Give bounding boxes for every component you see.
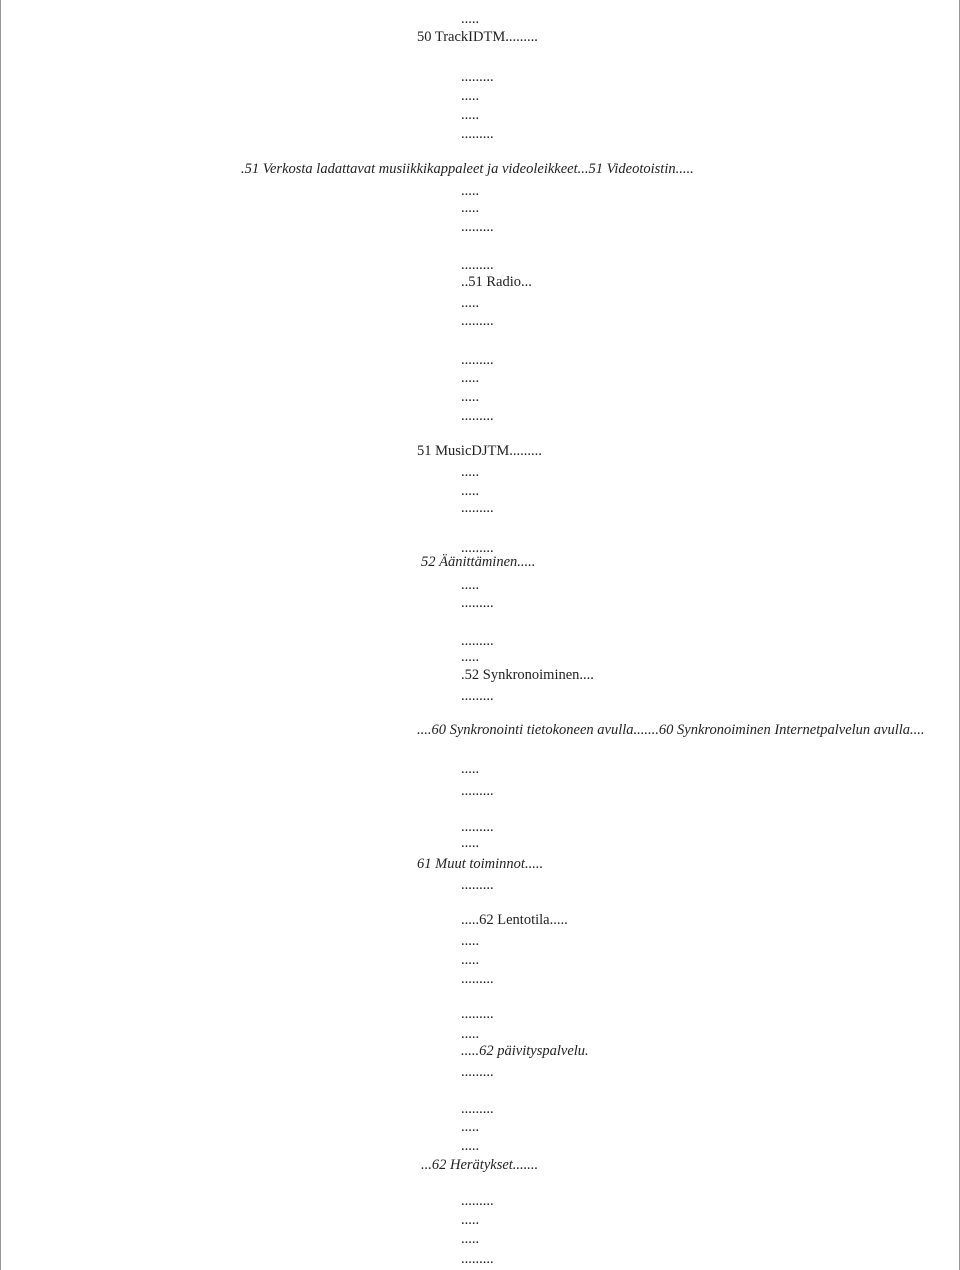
dot-leader: .....	[461, 649, 480, 665]
dot-leader: .....	[461, 1231, 480, 1247]
dot-leader: .....	[461, 761, 480, 777]
dot-leader: .....	[461, 1119, 480, 1135]
toc-entry: .....62 päivityspalvelu.	[461, 1043, 589, 1059]
dot-leader: .........	[461, 783, 494, 799]
dot-leader: .........	[461, 540, 494, 556]
dot-leader: .........	[461, 257, 494, 273]
dot-leader: .....	[461, 370, 480, 386]
dot-leader: .........	[461, 1193, 494, 1209]
toc-entry: ...62 Herätykset.......	[421, 1157, 539, 1173]
dot-leader: .........	[461, 500, 494, 516]
dot-leader: .....	[461, 11, 480, 27]
dot-leader: .........	[461, 1064, 494, 1080]
dot-leader: .........	[461, 819, 494, 835]
toc-entry: 50 TrackIDTM.........	[417, 29, 538, 45]
dot-leader: .....	[461, 88, 480, 104]
dot-leader: .....	[461, 1212, 480, 1228]
toc-entry: .....62 Lentotila.....	[461, 912, 568, 928]
dot-leader: .........	[461, 688, 494, 704]
dot-leader: .....	[461, 389, 480, 405]
dot-leader: .....	[461, 200, 480, 216]
dot-leader: .....	[461, 835, 480, 851]
toc-entry: ..51 Radio...	[461, 274, 532, 290]
dot-leader: .....	[461, 464, 480, 480]
dot-leader: .....	[461, 1026, 480, 1042]
dot-leader: .....	[461, 1138, 480, 1154]
dot-leader: .........	[461, 633, 494, 649]
dot-leader: .........	[461, 1251, 494, 1267]
dot-leader: .....	[461, 933, 480, 949]
dot-leader: .........	[461, 69, 494, 85]
dot-leader: .....	[461, 107, 480, 123]
dot-leader: .........	[461, 352, 494, 368]
dot-leader: .....	[461, 952, 480, 968]
toc-entry: 61 Muut toiminnot.....	[417, 856, 544, 872]
dot-leader: .....	[461, 577, 480, 593]
dot-leader: .........	[461, 877, 494, 893]
dot-leader: .........	[461, 313, 494, 329]
dot-leader: .........	[461, 126, 494, 142]
dot-leader: .....	[461, 183, 480, 199]
toc-entry: 51 MusicDJTM.........	[417, 443, 542, 459]
toc-entry: 52 Äänittäminen.....	[421, 554, 536, 570]
toc-entry: .52 Synkronoiminen....	[461, 667, 594, 683]
dot-leader: .........	[461, 1101, 494, 1117]
dot-leader: .........	[461, 219, 494, 235]
toc-entry: .51 Verkosta ladattavat musiikkikappaleet ja videoleikkeet...51 Videotoistin.....	[241, 161, 694, 177]
dot-leader: .........	[461, 408, 494, 424]
toc-entry: ....60 Synkronointi tietokoneen avulla.......60 Synkronoiminen Internetpalvelun avulla....	[417, 722, 925, 738]
dot-leader: .....	[461, 295, 480, 311]
dot-leader: .........	[461, 595, 494, 611]
dot-leader: .........	[461, 1006, 494, 1022]
dot-leader: .........	[461, 971, 494, 987]
dot-leader: .....	[461, 483, 480, 499]
